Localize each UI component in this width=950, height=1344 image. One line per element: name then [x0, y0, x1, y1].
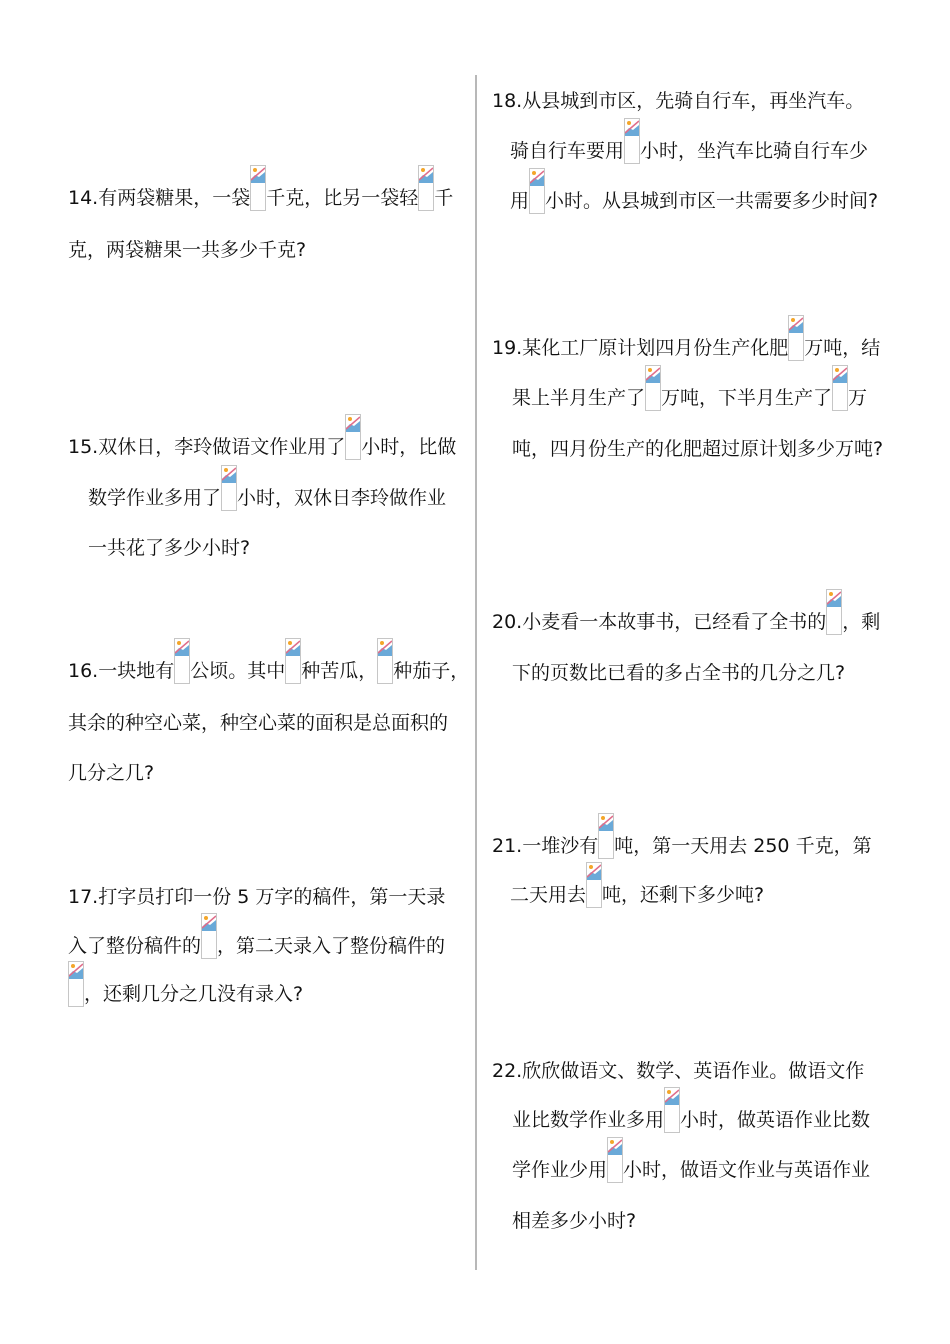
broken-image-icon [418, 165, 434, 211]
problem-22-line-1 [492, 1058, 864, 1084]
problem-17-line-2 [68, 933, 445, 959]
problem-text: 千克，比另一袋轻 [266, 187, 419, 209]
problem-22-line-3 [512, 1157, 870, 1183]
problem-text: 14.有两袋糖果，一袋 [68, 187, 251, 209]
problem-15-line-3 [88, 535, 250, 561]
problem-text: 骑自行车要用 [510, 140, 625, 162]
broken-image-icon [607, 1137, 623, 1183]
problem-text: 小时。从县城到市区一共需要多少时间? [545, 190, 879, 212]
problem-text: 学作业少用 [512, 1159, 608, 1181]
problem-text: 几分之几? [68, 762, 155, 784]
problem-text: 二天用去 [510, 884, 587, 906]
problem-16-line-2 [68, 710, 448, 736]
problem-text: 16.一块地有 [68, 660, 175, 682]
broken-image-icon [624, 118, 640, 164]
broken-image-icon [250, 165, 266, 211]
broken-image-icon [645, 365, 661, 411]
problem-text: 公顷。其中 [190, 660, 286, 682]
problem-text: 入了整份稿件的 [68, 935, 202, 957]
problem-15-line-1 [68, 434, 456, 460]
problem-text: 数学作业多用了 [88, 487, 222, 509]
problem-20-line-1 [492, 609, 880, 635]
problem-18-line-2 [510, 138, 868, 164]
problem-16-line-1 [68, 658, 469, 684]
problem-18-line-3 [510, 188, 878, 214]
broken-image-icon [826, 589, 842, 635]
problem-text: ，还剩几分之几没有录入? [84, 983, 304, 1005]
problem-text: 千 [434, 187, 454, 209]
problem-text: 克，两袋糖果一共多少千克? [68, 239, 307, 261]
problem-text: 小时，做英语作业比数 [680, 1109, 871, 1131]
problem-text: 吨，还剩下多少吨? [602, 884, 765, 906]
problem-text: 用 [510, 190, 530, 212]
problem-text: 相差多少小时? [512, 1210, 637, 1232]
problem-19-line-2 [512, 385, 867, 411]
problem-19-line-3 [512, 436, 883, 462]
problem-text: 万吨，下半月生产了 [661, 387, 833, 409]
problem-text: 19.某化工厂原计划四月份生产化肥 [492, 337, 789, 359]
broken-image-icon [377, 638, 393, 684]
problem-text: 小时，坐汽车比骑自行车少 [640, 140, 869, 162]
problem-text: 15.双休日，李玲做语文作业用了 [68, 436, 346, 458]
broken-image-icon [664, 1087, 680, 1133]
problem-text: 小时，双休日李玲做作业 [237, 487, 447, 509]
problem-text: ，第二天录入了整份稿件的 [217, 935, 446, 957]
broken-image-icon [201, 913, 217, 959]
problem-text: 一共花了多少小时? [88, 537, 251, 559]
problem-text: 万 [848, 387, 868, 409]
problem-14-line-2 [68, 237, 306, 263]
problem-21-line-1 [492, 833, 872, 859]
broken-image-icon [174, 638, 190, 684]
broken-image-icon [221, 465, 237, 511]
broken-image-icon [598, 813, 614, 859]
problem-text: 业比数学作业多用 [512, 1109, 665, 1131]
problem-text: 18.从县城到市区，先骑自行车，再坐汽车。 [492, 90, 865, 112]
broken-image-icon [285, 638, 301, 684]
problem-text: 果上半月生产了 [512, 387, 646, 409]
problem-text: ，剩 [842, 611, 881, 633]
problem-text: 下的页数比已看的多占全书的几分之几? [512, 662, 846, 684]
problem-text: 万吨，结 [804, 337, 881, 359]
problem-14-line-1 [68, 185, 453, 211]
problem-22-line-2 [512, 1107, 870, 1133]
problem-19-line-1 [492, 335, 880, 361]
column-divider [475, 75, 477, 1270]
broken-image-icon [529, 168, 545, 214]
problem-16-line-3 [68, 760, 154, 786]
problem-text: 吨，第一天用去 250 千克，第 [614, 835, 872, 857]
problem-15-line-2 [88, 485, 446, 511]
problem-text: 种茄子， [393, 660, 470, 682]
broken-image-icon [68, 961, 84, 1007]
problem-17-line-3 [68, 981, 303, 1007]
broken-image-icon [586, 862, 602, 908]
problem-text: 其余的种空心菜，种空心菜的面积是总面积的 [68, 712, 449, 734]
problem-text: 小时，比做 [361, 436, 457, 458]
broken-image-icon [788, 315, 804, 361]
problem-text: 种苦瓜， [301, 660, 378, 682]
problem-text: 小时，做语文作业与英语作业 [623, 1159, 871, 1181]
problem-22-line-4 [512, 1208, 636, 1234]
problem-text: 吨，四月份生产的化肥超过原计划多少万吨? [512, 438, 884, 460]
problem-text: 21.一堆沙有 [492, 835, 599, 857]
problem-text: 20.小麦看一本故事书，已经看了全书的 [492, 611, 827, 633]
problem-20-line-2 [512, 660, 845, 686]
broken-image-icon [832, 365, 848, 411]
problem-18-line-1 [492, 88, 864, 114]
problem-text: 22.欣欣做语文、数学、英语作业。做语文作 [492, 1060, 865, 1082]
problem-17-line-1 [68, 884, 445, 910]
problem-text: 17.打字员打印一份 5 万字的稿件，第一天录 [68, 886, 446, 908]
problem-21-line-2 [510, 882, 764, 908]
broken-image-icon [345, 414, 361, 460]
